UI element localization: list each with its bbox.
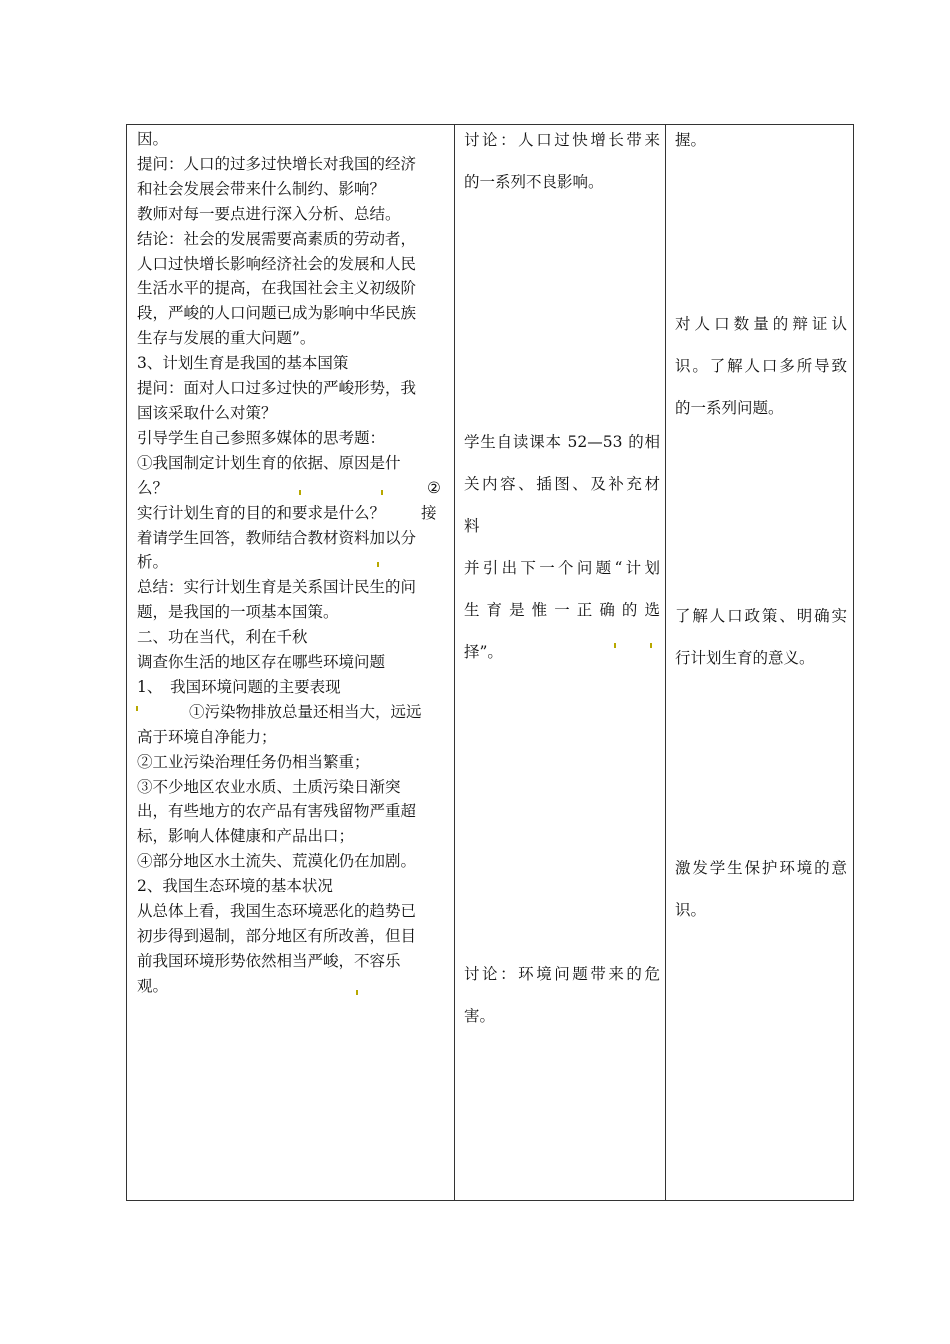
text-line: 高于环境自净能力； bbox=[137, 727, 277, 746]
section-heading: 2、我国生态环境的基本状况 bbox=[137, 877, 333, 896]
section-heading: 二、功在当代，利在千秋 bbox=[137, 628, 308, 647]
text-line: 生育是惟一正确的选 bbox=[464, 601, 660, 619]
text-line: 握。 bbox=[675, 131, 707, 149]
text-line: 择”。 bbox=[464, 643, 503, 661]
teacher-activity-column bbox=[137, 127, 449, 999]
text-line: 国该采取什么对策？ bbox=[137, 403, 277, 422]
text-line: 前我国环境形势依然相当严峻，不容乐 bbox=[137, 951, 401, 970]
scan-speck bbox=[650, 643, 652, 648]
text-line: 的一系列不良影响。 bbox=[464, 173, 604, 191]
text-line: 析。 bbox=[137, 553, 169, 572]
column-divider bbox=[665, 125, 666, 1200]
text-line: 题，是我国的一项基本国策。 bbox=[137, 603, 339, 622]
text-line: 总结：实行计划生育是关系国计民生的问 bbox=[137, 578, 417, 597]
lesson-table bbox=[126, 124, 854, 1201]
intent-block bbox=[675, 119, 847, 161]
intent-block bbox=[675, 303, 847, 429]
text-line: 生存与发展的重大问题”。 bbox=[137, 329, 316, 348]
text-line: 的一系列问题。 bbox=[675, 399, 784, 417]
scan-speck bbox=[299, 490, 301, 495]
text-line: 从总体上看，我国生态环境恶化的趋势已 bbox=[137, 902, 417, 921]
text-line: 和社会发展会带来什么制约、影响？ bbox=[137, 179, 386, 198]
text-line: 激发学生保护环境的意 bbox=[675, 859, 847, 877]
section-heading: 1、 我国环境问题的主要表现 bbox=[137, 677, 341, 696]
text-line: 观。 bbox=[137, 976, 169, 995]
text-line: 教师对每一要点进行深入分析、总结。 bbox=[137, 204, 401, 223]
text-line: ④部分地区水土流失、荒漠化仍在加剧。 bbox=[137, 852, 417, 871]
scan-speck bbox=[614, 643, 616, 648]
text-line: 着请学生回答，教师结合教材资料加以分 bbox=[137, 528, 417, 547]
text-line: 么？ ② bbox=[137, 478, 441, 497]
text-line: 段，严峻的人口问题已成为影响中华民族 bbox=[137, 304, 417, 323]
text-line: ③不少地区农业水质、土质污染日渐突 bbox=[137, 777, 401, 796]
student-activity-block bbox=[464, 421, 660, 673]
text-line: 提问：面对人口过多过快的严峻形势，我 bbox=[137, 379, 417, 398]
text-line: ②工业污染治理任务仍相当繁重； bbox=[137, 752, 370, 771]
text-line: 料 bbox=[464, 517, 480, 535]
text-line: ①我国制定计划生育的依据、原因是什 bbox=[137, 453, 401, 472]
text-line: 并引出下一个问题“计划 bbox=[464, 559, 660, 577]
column-divider bbox=[454, 125, 455, 1200]
text-line: 关内容、插图、及补充材 bbox=[464, 475, 660, 493]
text-line: 行计划生育的意义。 bbox=[675, 649, 815, 667]
scan-speck bbox=[381, 490, 383, 495]
text-line: 结论：社会的发展需要高素质的劳动者， bbox=[137, 229, 417, 248]
text-line: 人口过快增长影响经济社会的发展和人民 bbox=[137, 254, 417, 273]
text-line: 出，有些地方的农产品有害残留物严重超 bbox=[137, 802, 417, 821]
text-line: 调查你生活的地区存在哪些环境问题 bbox=[137, 653, 386, 672]
scan-speck bbox=[356, 990, 358, 995]
text-line: 识。 bbox=[675, 901, 707, 919]
text-line: 提问：人口的过多过快增长对我国的经济 bbox=[137, 154, 417, 173]
section-heading: 3、计划生育是我国的基本国策 bbox=[137, 354, 349, 373]
scan-speck bbox=[377, 562, 379, 567]
text-line: 学生自读课本 52—53 的相 bbox=[464, 433, 660, 451]
student-activity-block bbox=[464, 119, 660, 203]
intent-block bbox=[675, 847, 847, 931]
text-line: 标，影响人体健康和产品出口； bbox=[137, 827, 355, 846]
text-line: 引导学生自己参照多媒体的思考题： bbox=[137, 428, 386, 447]
text-line: 讨论：环境问题带来的危 bbox=[464, 965, 660, 983]
scan-speck bbox=[136, 706, 138, 711]
text-line: 了解人口政策、明确实 bbox=[675, 607, 847, 625]
text-line: ①污染物排放总量还相当大，远远 bbox=[189, 702, 422, 721]
text-line: 讨论：人口过快增长带来 bbox=[464, 131, 660, 149]
student-activity-block bbox=[464, 953, 660, 1037]
text-line: 对人口数量的辩证认 bbox=[675, 315, 847, 333]
text-line: 因。 bbox=[137, 130, 169, 148]
text-line: 初步得到遏制，部分地区有所改善，但目 bbox=[137, 927, 417, 945]
text-line: 生活水平的提高，在我国社会主义初级阶 bbox=[137, 279, 417, 298]
text-line: 害。 bbox=[464, 1007, 496, 1025]
text-line: 实行计划生育的目的和要求是什么？ 接 bbox=[137, 503, 437, 522]
text-line: 识。了解人口多所导致 bbox=[675, 357, 847, 375]
intent-block bbox=[675, 595, 847, 679]
